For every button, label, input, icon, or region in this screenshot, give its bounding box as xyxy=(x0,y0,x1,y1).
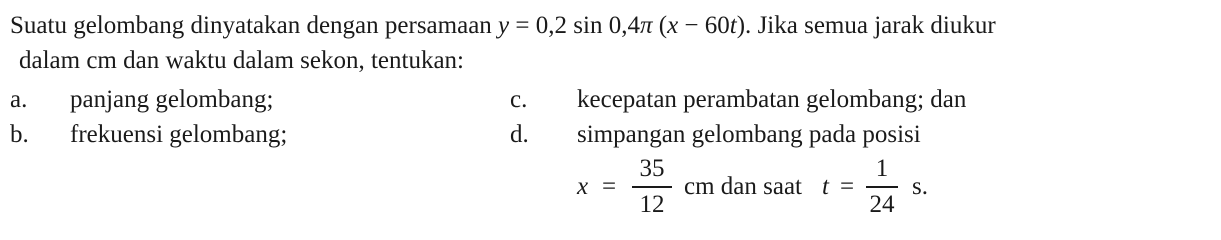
item-b-letter: b. xyxy=(10,121,29,148)
intro-text: Suatu gelombang dinyatakan dengan persamaan xyxy=(10,12,492,39)
eq-equals: = xyxy=(515,12,530,39)
item-b xyxy=(10,120,29,150)
intro-after-text: Jika semua jarak diukur xyxy=(757,12,996,39)
item-a-letter: a. xyxy=(10,86,28,113)
item-c xyxy=(510,85,527,115)
item-d xyxy=(510,120,529,150)
cond-x-var: x xyxy=(577,173,589,200)
cond-t-unit: s. xyxy=(912,173,928,200)
cond-x-unit: cm dan saat xyxy=(684,173,803,200)
item-c-text: kecepatan perambatan gelombang; dan xyxy=(577,86,967,113)
fraction-x-numerator: 35 xyxy=(639,155,665,182)
fraction-x-bar xyxy=(632,186,672,188)
eq-t: t xyxy=(729,12,737,39)
problem-line-2 xyxy=(19,46,464,76)
item-a xyxy=(10,85,27,115)
item-b-text: frekuensi gelombang; xyxy=(70,121,288,148)
eq-y: y xyxy=(498,12,510,39)
eq-pi: π xyxy=(639,12,653,39)
problem-line-2-text: dalam cm dan waktu dalam sekon, tentukan: xyxy=(19,47,465,74)
cond-eq-1: = xyxy=(602,173,617,200)
fraction-x-denominator: 12 xyxy=(639,191,665,218)
eq-open-paren: ( xyxy=(658,12,668,39)
item-d-text: simpangan gelombang pada posisi xyxy=(577,121,921,148)
item-a-text: panjang gelombang; xyxy=(70,86,274,113)
item-c-letter: c. xyxy=(510,86,528,113)
fraction-t-denominator: 24 xyxy=(869,191,895,218)
fraction-x xyxy=(632,155,672,219)
fraction-t-bar xyxy=(866,186,898,188)
eq-rhs-prefix: 0,2 sin 0,4 xyxy=(535,12,640,39)
cond-t-var: t xyxy=(822,173,829,200)
fraction-t-numerator: 1 xyxy=(875,155,889,182)
eq-close-paren: ). xyxy=(736,12,752,39)
item-d-letter: d. xyxy=(510,121,529,148)
eq-minus: − 60 xyxy=(678,12,730,39)
equation xyxy=(498,12,758,39)
cond-eq-2: = xyxy=(840,173,855,200)
eq-x: x xyxy=(667,12,679,39)
problem-line-1 xyxy=(10,11,996,41)
fraction-t xyxy=(866,155,898,219)
